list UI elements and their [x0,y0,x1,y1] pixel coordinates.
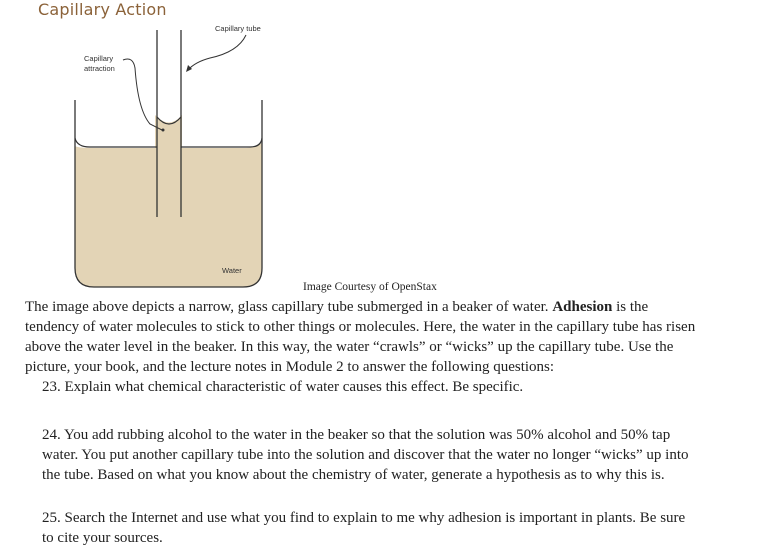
label-water: Water [222,266,242,275]
question-25: to cite your sources. [42,530,163,546]
label-capillary-tube: Capillary tube [215,24,261,33]
intro-text: The image above depicts a narrow, glass capillary tube submerged in a beaker of water. [25,299,553,315]
intro-line: tendency of water molecules to stick to other things or molecules. Here, the water in the capillary tube has risen [25,319,696,335]
question-23: 23. Explain what chemical characteristic of water causes this effect. Be specific. [42,379,524,395]
question-24: 24. You add rubbing alcohol to the water in the beaker so that the solution was 50% alcohol and 50% tap [42,427,671,443]
intro-text: is the [612,299,649,315]
beaker-water [75,115,262,287]
intro-line [25,297,648,317]
page-title: Capillary Action [38,0,167,19]
label-capillary-attraction-2: attraction [84,64,115,73]
question-25: 25. Search the Internet and use what you find to explain to me why adhesion is important in plants. Be sure [42,510,686,526]
question-24: water. You put another capillary tube into the solution and discover that the water no longer “wicks” up into [42,447,689,463]
capillary-action-diagram [0,0,300,290]
question-24: the tube. Based on what you know about the chemistry of water, generate a hypothesis as to why this is. [42,467,665,483]
intro-line: picture, your book, and the lecture notes in Module 2 to answer the following questions: [25,359,555,375]
image-credit: Image Courtesy of OpenStax [303,281,437,293]
tube-arrow [188,35,246,70]
label-capillary-attraction-1: Capillary [84,54,114,63]
adhesion-term: Adhesion [552,299,613,315]
intro-line: above the water level in the beaker. In this way, the water “crawls” or “wicks” up the capillary tube. Use the [25,339,674,355]
